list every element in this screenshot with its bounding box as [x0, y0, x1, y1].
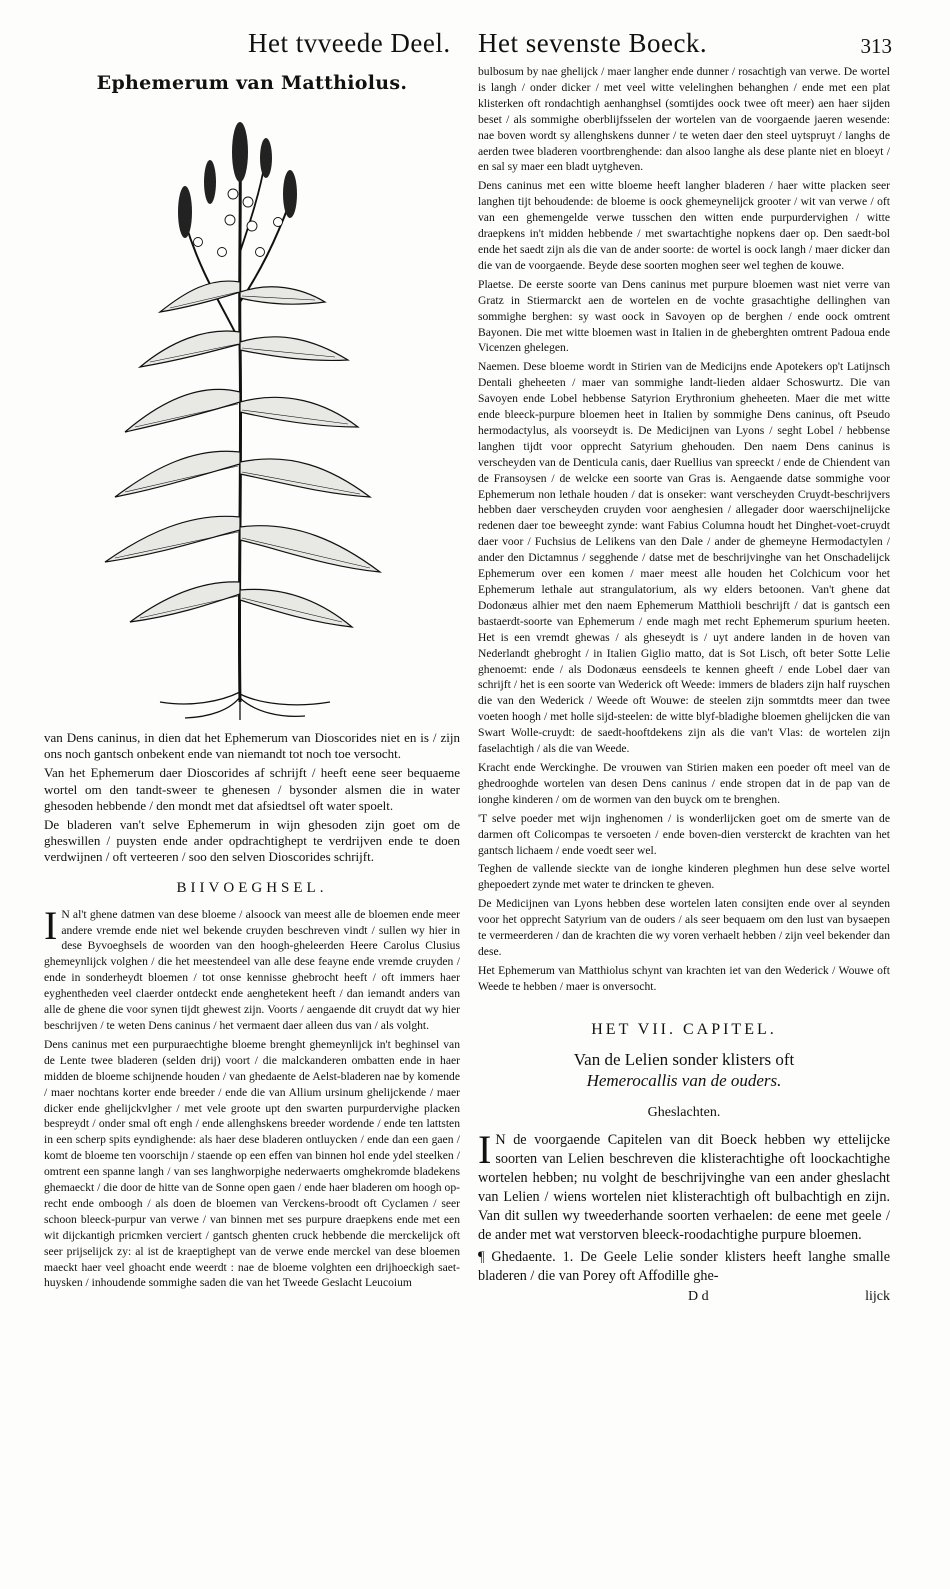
section-heading-bijvoeghsel: BIIVOEGHSEL. — [176, 879, 328, 896]
running-head-right: Het sevenste Boeck. — [478, 28, 708, 58]
paragraph-kracht-4: De Medicijnen van Lyons hebben dese wortelen laten consijten ende over al seynden voor het opprecht Satyrium van de ouders / als seer bequaem om den lust van bysaepen te vermeerderen / dan de krachten die wy voren verhaelt hebben / zijn veel bekender dan dese. — [478, 897, 890, 958]
figure-caption: Ephemerum van Matthiolus. — [96, 72, 408, 94]
chapter-paragraph-1-text: N de voorgaende Capitelen van dit Boeck hebben wy ettelijcke soorten van Lelien beschreven die klisterachtighe oft loockachtighe wortelen hebben; nu volght de beschrijvinghe van een ander gheslacht van Lelien / wiens wortelen niet klisterachtigh oft bulbachtigh en zijn. Van dit sullen wy tweederhande soorten verhaelen: de eene met geele / de ander met wat verstorven bleeck-roodachtighe purpure bloemen. — [478, 1131, 890, 1243]
paragraph-intro-1: van Dens caninus, in dien dat het Ephemerum van Dioscorides niet en is / zijn ons noch gantsch onbekent ende van niemandt tot noch toe versocht. — [44, 730, 460, 762]
page-number: 313 — [860, 34, 892, 58]
chapter-paragraph-2: ¶ Ghedaente. 1. De Geele Lelie sonder klisters heeft langhe smalle bladeren / die van Porey oft Affodille ghe- — [478, 1248, 890, 1284]
paragraph-kracht-3: Teghen de vallende sieckte van de ionghe kinderen pleghmen hun dese selve wortel ghepoedert zynde met water te drincken te gheven. — [478, 862, 890, 892]
paragraph-bijvoeghsel-1 — [44, 902, 460, 1034]
paragraph-bijvoeghsel-2: Dens caninus met een purpuraechtighe bloeme brenght ghemeynlijck in't beghinsel van de Lente twee bladeren (selden drij) voort / die malckanderen ombatten ende in haer midden de bloeme schijnende houden / van ghedaente de Aelst-bladeren nae by komende / maer nochtans korter ende breeder / ende die van Allium ursinum ghelijckende / maer dicker ende ghelijckvlgher / met vele groote upt den swarten purpurdervighe placken bespreydt / onder smal oft engh / ende allenghskens breeder wordende / ende ten lattsten in een scherp spits eyndighende: als haer dese bladeren ontluycken / ende dan een gaen / komt de bloeme ten voorschijn / staende op een effen van binnen hol ende ydel steelken / omtrent een spanne langh / van ses langhworpighe nederwaerts omghekromde bladekens ghemaeckt / die door de hitte van de Sonne open gaen / ende haer bladeren om hoogh op-recht ende omboogh / als doen de bloemen van Verckens-broodt oft Cyclamen / seer schoon bleeck-purpur van verwe / van binnen met ses purpure draepkens ende met een wit dijckantigh pricmken verciert / gantsch ghenten cruck hebbende die merckelijck oft seer prijselijck zy: al ist de kraeptighept van de verwe ende merckel van dese bloemen maeckt haer veel ghoacht ende weerdt : nae de bloeme volghten een drijhoeckigh saet-huysken / inhoudende sommighe saden die van het Tweede Geslacht Leucoium — [44, 1037, 460, 1290]
plant-woodcut-icon — [90, 102, 390, 722]
left-column — [44, 72, 460, 1294]
signature-mark: D d — [688, 1288, 709, 1304]
paragraph-intro-2: Van het Ephemerum daer Dioscorides af schrijft / heeft eene seer bequaeme wortel om den tandt-sweer te ghenesen / bysonder alsmen die in water ghesoden hebbende / den mondt met dat afsiedtsel oft water spoelt. — [44, 765, 460, 813]
paragraph-bijvoeghsel-1-text: N al't ghene datmen van dese bloeme / alsoock van meest alle de bloemen ende meer andere vremde ende niet wel bekende cruyden beschreven vindt / sullen wy hier in dese Byvoeghsels de woorden van den hoogh-gheleerden Heere Carolus Clusius ghemeynlijck volghen / die het meestendeel van alle dese feayne ende vremde cruyden / ende in sonderheydt bloemen / tot onse kennisse ghebrocht heeft / oft immers haer eyghentheden veel claerder ontdeckt ende aenghetekent heeft / dan iemandt anders van alle de ghene die voor synen tijdt ghewest zijn. Voorts / aengaende dit cruydt dat wy hier beschrijven / te weten Dens caninus / het vermaent daer alleen dus van / als volght. — [44, 907, 460, 1032]
chapter-title: HET VII. CAPITEL. — [591, 1020, 777, 1038]
drop-cap: I — [44, 902, 58, 948]
catchword-line — [478, 1289, 890, 1305]
chapter-subtitle-line-2: Hemerocallis van de ouders. — [586, 1070, 782, 1090]
chapter-paragraph-1 — [478, 1126, 890, 1245]
paragraph-kracht-2: 'T selve poeder met wijn inghenomen / is wonderlijcken goet om de smerte van de darmen oft Colicompas te versoeten / ende boven-dien versterckt de krachten van het gantsch lichaem / ende voedt seer wel. — [478, 811, 890, 857]
running-head-left: Het tvveede Deel. — [248, 28, 451, 58]
paragraph-kracht-1: Kracht ende Werckinghe. De vrouwen van Stirien maken een poeder oft meel van de ghedrooghde wortelen van desen Dens caninus / ende stropen dat in de pap van de ionghe kinderen / om de wormen van den buyck om te brenghen. — [478, 760, 890, 806]
paragraph-kracht-5: Het Ephemerum van Matthiolus schynt van krachten iet van den Wederick / Wouwe oft Weede te hebben / maer is onversocht. — [478, 963, 890, 993]
catchword: lijck — [865, 1288, 890, 1304]
chapter-subtitle — [478, 1049, 890, 1091]
chapter-drop-cap: I — [478, 1126, 492, 1172]
right-column — [478, 64, 890, 1305]
paragraph-right-2: Dens caninus met een witte bloeme heeft langher bladeren / haer witte placken seer langhen tijt behoudende: de bloeme is oock ghemeynelijck grooter / wit van verwe / oft van een ghemengelde verwe tusschen den witten ende purpurdervighen / witte draepkens in't midden hebbende / met swartachtighe nopkens daer op. Den saedt-bol ende het saedt zijn als die van de ander soorte: de wortel is oock langh / maer dicker dan die van de voorgaende. Beyde dese soorten moghen seer wel teghen de kouwe. — [478, 179, 890, 272]
chapter-subtitle-line-1: Van de Lelien sonder klisters oft — [573, 1049, 795, 1069]
paragraph-naemen: Naemen. Dese bloeme wordt in Stirien van de Medicijns ende Apotekers op't Latijnsch Dentali gheheeten / maer van sommighe landt-lieden aldaer Schoswurtz. Die van Savoyen ende Lobel hebbense Satyrion Erythronium gheheeten. Maer die met witte ende bleeck-purpure bloemen heet in Italien by sommighe Dens caninus, oft Pseudo hermodactylus, als voorseydt is. De Medicijnen van Lyons / seght Lobel / hebbense langhen tijdt voor opprecht Satyrium ghehouden. Den naem Dens caninus is verscheyden van de Denticula canis, daer Ruellius van spreeckt / ende de Chiendent van de Fransoysen / de welcke een soorte van Gras is. Aengaende datse sommighe voor Ephemerum non lethale houden / dat is onseker: want verscheyden Cruydt-beschrijvers hebben daer verscheyden cruyden voor aenghesien / allegader door waerschijnelijcke redenen daer toe beweeght zynde: want Fabius Columna houdt het Dinghet-voet-cruydt daer voor / Fuchsius de Lelikens van den Dale / ander de ghemeyne Hermodactylen / ander den Dictamnus / segghende / datse met de beschrijvinghe van het Onschadelijck Ephemerum over een komen / maer meest alle houden het Colchicum voor het Ephemerum lethale aut strangulatorium, als wy elders betoonen. Van't ghene dat Dodonæus alhier met den naem Ephemerum Matthioli beschrijft / dat is gantsch een bastaerdt-soorte van Ephemerum / ende magh met recht Ephemerum spurium heeten. Het is een vremdt ghewas / als gheseydt is / uyt andere landen in de hoven van Nederlandt ghebroght / in Italien Giglio matto, dat is Sot Lisch, oft beter Sotte Lelie ghenoemt: ende / als Dodonæus eensdeels te kennen gheeft / ende Lobel daer van schrijft / het is een soorte van Wederick oft Weede: immers de bladers zijn half ruyschen die van den Wederick / Weede oft Wouwe: de steelen zijn sommtdts meer dan twee voeten hoogh / met holle sijd-steelen: de witte blyf-bladighe bloemen ghelijcken die van Swart Wolle-cruydt: de saedt-hooftdekens zijn als die van't Vlas: de wortelen zijn faselachtigh / als die van Weede. — [478, 360, 890, 756]
paragraph-intro-3: De bladeren van't selve Ephemerum in wijn ghesoden zijn goet om de gheswillen / puysten ende ander opdrachtighept te verdrijven ende te doen verdwijnen / oft verteeren / soo den selven Dioscorides schrijft. — [44, 817, 460, 865]
subsection-heading: Gheslachten. — [647, 1104, 721, 1120]
paragraph-right-1: bulbosum by nae ghelijck / maer langher ende dunner / rosachtigh van verwe. De wortel is langh / onder dicker / met veel witte velelinghen behanghen / ende met een plat klisterken oft rondachtigh aenhanghsel (somtijdes oock twee oft meer) aen haer sijden beset / als sommighe oberblijfsselen der wortelen van de voorgaende jaeren wesende: nae boven wordt sy allenghskens dunner / te weten daer den steel uytspruyt / langhs de aerden twee bladeren voortbrenghende: dan alsoo langhe als dese plante niet en bloeyt / en sal sy maer een bladt uytgheven. — [478, 65, 890, 174]
paragraph-plaetse: Plaetse. De eerste soorte van Dens caninus met purpure bloemen wast niet verre van Gratz in Stiermarckt aen de wortelen en de vochte grasachtighe dellinghen van sommighe berghen: sy wast oock in Savoyen op de berghen / ende oock omtrent Bayonen. Die met witte bloemen wast in Italien in de gheberghten omtrent Padoua ende Vicenzen ghelegen. — [478, 277, 890, 355]
woodcut-plant-illustration — [90, 102, 390, 722]
